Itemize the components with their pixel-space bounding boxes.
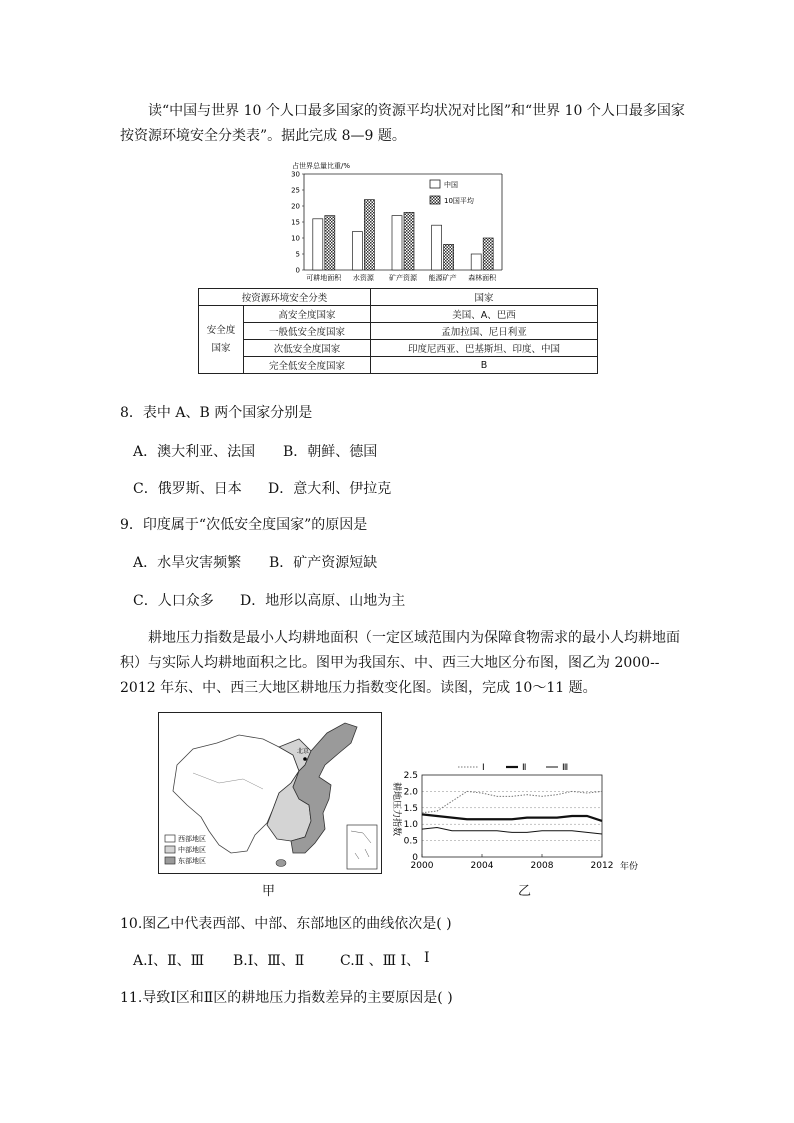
line-ytick-label: 0	[412, 853, 418, 863]
bar-ytick-label: 5	[295, 250, 300, 259]
bar-chart-bars	[313, 200, 493, 270]
bar-category-label: 能源矿产	[428, 274, 457, 282]
table-cat: 完全低安全度国家	[244, 357, 371, 374]
line-chart-xlabel: 年份	[620, 862, 639, 872]
legend-label-avg: 10国平均	[444, 197, 474, 205]
q9-option-c: C．人口众多	[133, 593, 214, 609]
bar-chart-ylabel: 占世界总量比重/%	[292, 162, 351, 170]
legend-swatch-avg	[430, 196, 440, 204]
table-cat: 次低安全度国家	[244, 340, 371, 357]
line-ytick-label: 1.5	[403, 803, 418, 814]
bar-china-2	[392, 216, 402, 270]
para2-line-1: 耕地压力指数是最小人均耕地面积（一定区域范围内为保障食物需求的最小人均耕地面	[148, 630, 680, 646]
bar-ytick-label: 0	[295, 266, 300, 275]
map-legend-west-swatch	[165, 835, 175, 842]
table-head-right: 国家	[371, 289, 598, 306]
bar-avg-4	[483, 238, 493, 270]
line-chart-caption: 乙	[518, 884, 532, 899]
para2-line-3: 2012 年东、中、西三大地区耕地压力指数变化图。读图，完成 10～11 题。	[120, 680, 597, 696]
bar-china-3	[432, 225, 442, 270]
table-countries: B	[371, 357, 598, 374]
group-label-line-2: 国家	[211, 342, 231, 354]
line-chart-yticks	[404, 771, 419, 863]
table-countries: 印度尼西亚、巴基斯坦、印度、中国	[371, 340, 598, 357]
bar-category-label: 水资源	[352, 274, 374, 282]
table-header-row	[199, 289, 598, 306]
map-legend-east-label: 东部地区	[178, 857, 206, 865]
q9-option-b: B．矿产资源短缺	[269, 555, 378, 571]
china-regions-map	[158, 712, 382, 874]
line-chart-ylabel: 耕地压力指数	[391, 782, 401, 837]
legend-label-2: Ⅱ	[522, 763, 527, 773]
q9-option-d: D．地形以高原、山地为主	[240, 593, 406, 609]
line-xtick-label: 2000	[410, 861, 434, 871]
line-ytick-label: 2.0	[403, 787, 418, 798]
q11-stem: 11.导致Ⅰ区和Ⅱ区的耕地压力指数差异的主要原因是( )	[120, 990, 453, 1006]
map-hainan-island	[276, 860, 286, 867]
q10-option-d: Ⅰ	[424, 950, 430, 966]
line-chart-series	[422, 791, 602, 834]
line-xtick-label: 2004	[470, 861, 494, 871]
q8-option-c: C．俄罗斯、日本	[133, 481, 242, 497]
q9-option-a: A．水旱灾害频繁	[133, 555, 242, 571]
bar-avg-0	[325, 216, 335, 270]
map-legend-central-label: 中部地区	[178, 846, 206, 854]
line-series-2	[422, 814, 602, 821]
q9-stem: 9．印度属于“次低安全度国家”的原因是	[120, 517, 368, 533]
bar-avg-2	[404, 212, 414, 270]
table-countries: 美国、A、巴西	[371, 306, 598, 323]
legend-label-china: 中国	[444, 181, 458, 189]
line-xtick-label: 2012	[590, 861, 614, 871]
group-label-line-1: 安全度	[206, 324, 236, 336]
south-china-sea-inset	[347, 825, 377, 869]
intro-line-1: 读“中国与世界 10 个人口最多国家的资源平均状况对比图”和“世界 10 个人口最多国家	[148, 103, 685, 119]
bar-ytick-label: 10	[291, 234, 300, 243]
table-row	[199, 306, 598, 323]
bar-ytick-label: 15	[291, 218, 300, 227]
map-caption: 甲	[262, 884, 276, 899]
bar-ytick-label: 20	[291, 202, 300, 211]
resource-bar-chart	[280, 158, 520, 286]
bar-category-label: 可耕地面积	[306, 274, 342, 282]
intro-line-2: 按资源环境安全分类表”。据此完成 8—9 题。	[120, 128, 406, 144]
map-drawing	[159, 713, 381, 873]
q8-option-b: B．朝鲜、德国	[283, 444, 378, 460]
security-table	[198, 288, 598, 374]
bar-ytick-label: 25	[291, 186, 300, 195]
q8-option-a: A．澳大利亚、法国	[133, 444, 256, 460]
bar-china-1	[352, 232, 362, 270]
bar-chart-xlabels	[306, 273, 497, 282]
q10-option-a: A.Ⅰ、Ⅱ、Ⅲ	[133, 953, 205, 969]
q8-option-d: D．意大利、伊拉克	[268, 481, 392, 497]
legend-swatch-china	[430, 180, 440, 188]
table-cat: 一般低安全度国家	[244, 323, 371, 340]
q8-stem: 8．表中 A、B 两个国家分别是	[120, 405, 313, 421]
para2-line-2: 积）与实际人均耕地面积之比。图甲为我国东、中、西三大地区分布图，图乙为 2000--	[120, 655, 660, 671]
map-legend-east-swatch	[165, 857, 175, 864]
map-legend-west-label: 西部地区	[178, 835, 206, 843]
q10-option-c: C.Ⅱ 、Ⅲ Ⅰ、	[340, 953, 421, 969]
pressure-line-chart	[382, 760, 644, 875]
line-xtick-label: 2008	[530, 861, 554, 871]
q10-option-b: B.Ⅰ、Ⅲ、Ⅱ	[233, 953, 305, 969]
bar-chart-yticks	[291, 171, 304, 275]
table-cat: 高安全度国家	[244, 306, 371, 323]
bar-category-label: 森林面积	[468, 274, 497, 282]
line-chart-xticks	[411, 854, 614, 871]
line-series-1	[422, 791, 602, 812]
bar-china-0	[313, 219, 323, 270]
line-series-3	[422, 827, 602, 834]
table-head-left: 按资源环境安全分类	[199, 289, 371, 306]
table-row	[199, 340, 598, 357]
bar-ytick-label: 30	[291, 170, 300, 179]
bar-avg-3	[444, 244, 454, 270]
line-ytick-label: 1.0	[403, 820, 418, 831]
line-ytick-label: 2.5	[403, 771, 418, 781]
q10-stem: 10.图乙中代表西部、中部、东部地区的曲线依次是( )	[120, 916, 452, 932]
beijing-marker	[303, 757, 307, 761]
beijing-label: 北京	[297, 748, 310, 755]
line-ytick-label: 0.5	[403, 836, 418, 847]
bar-china-4	[471, 254, 481, 270]
bar-avg-1	[364, 200, 374, 270]
legend-label-1: Ⅰ	[482, 763, 485, 773]
table-countries: 孟加拉国、尼日利亚	[371, 323, 598, 340]
map-legend-central-swatch	[165, 846, 175, 853]
table-row	[199, 323, 598, 340]
legend-label-3: Ⅲ	[562, 763, 569, 773]
table-row	[199, 357, 598, 374]
table-group-label	[199, 306, 244, 374]
bar-category-label: 矿产资源	[389, 274, 417, 282]
